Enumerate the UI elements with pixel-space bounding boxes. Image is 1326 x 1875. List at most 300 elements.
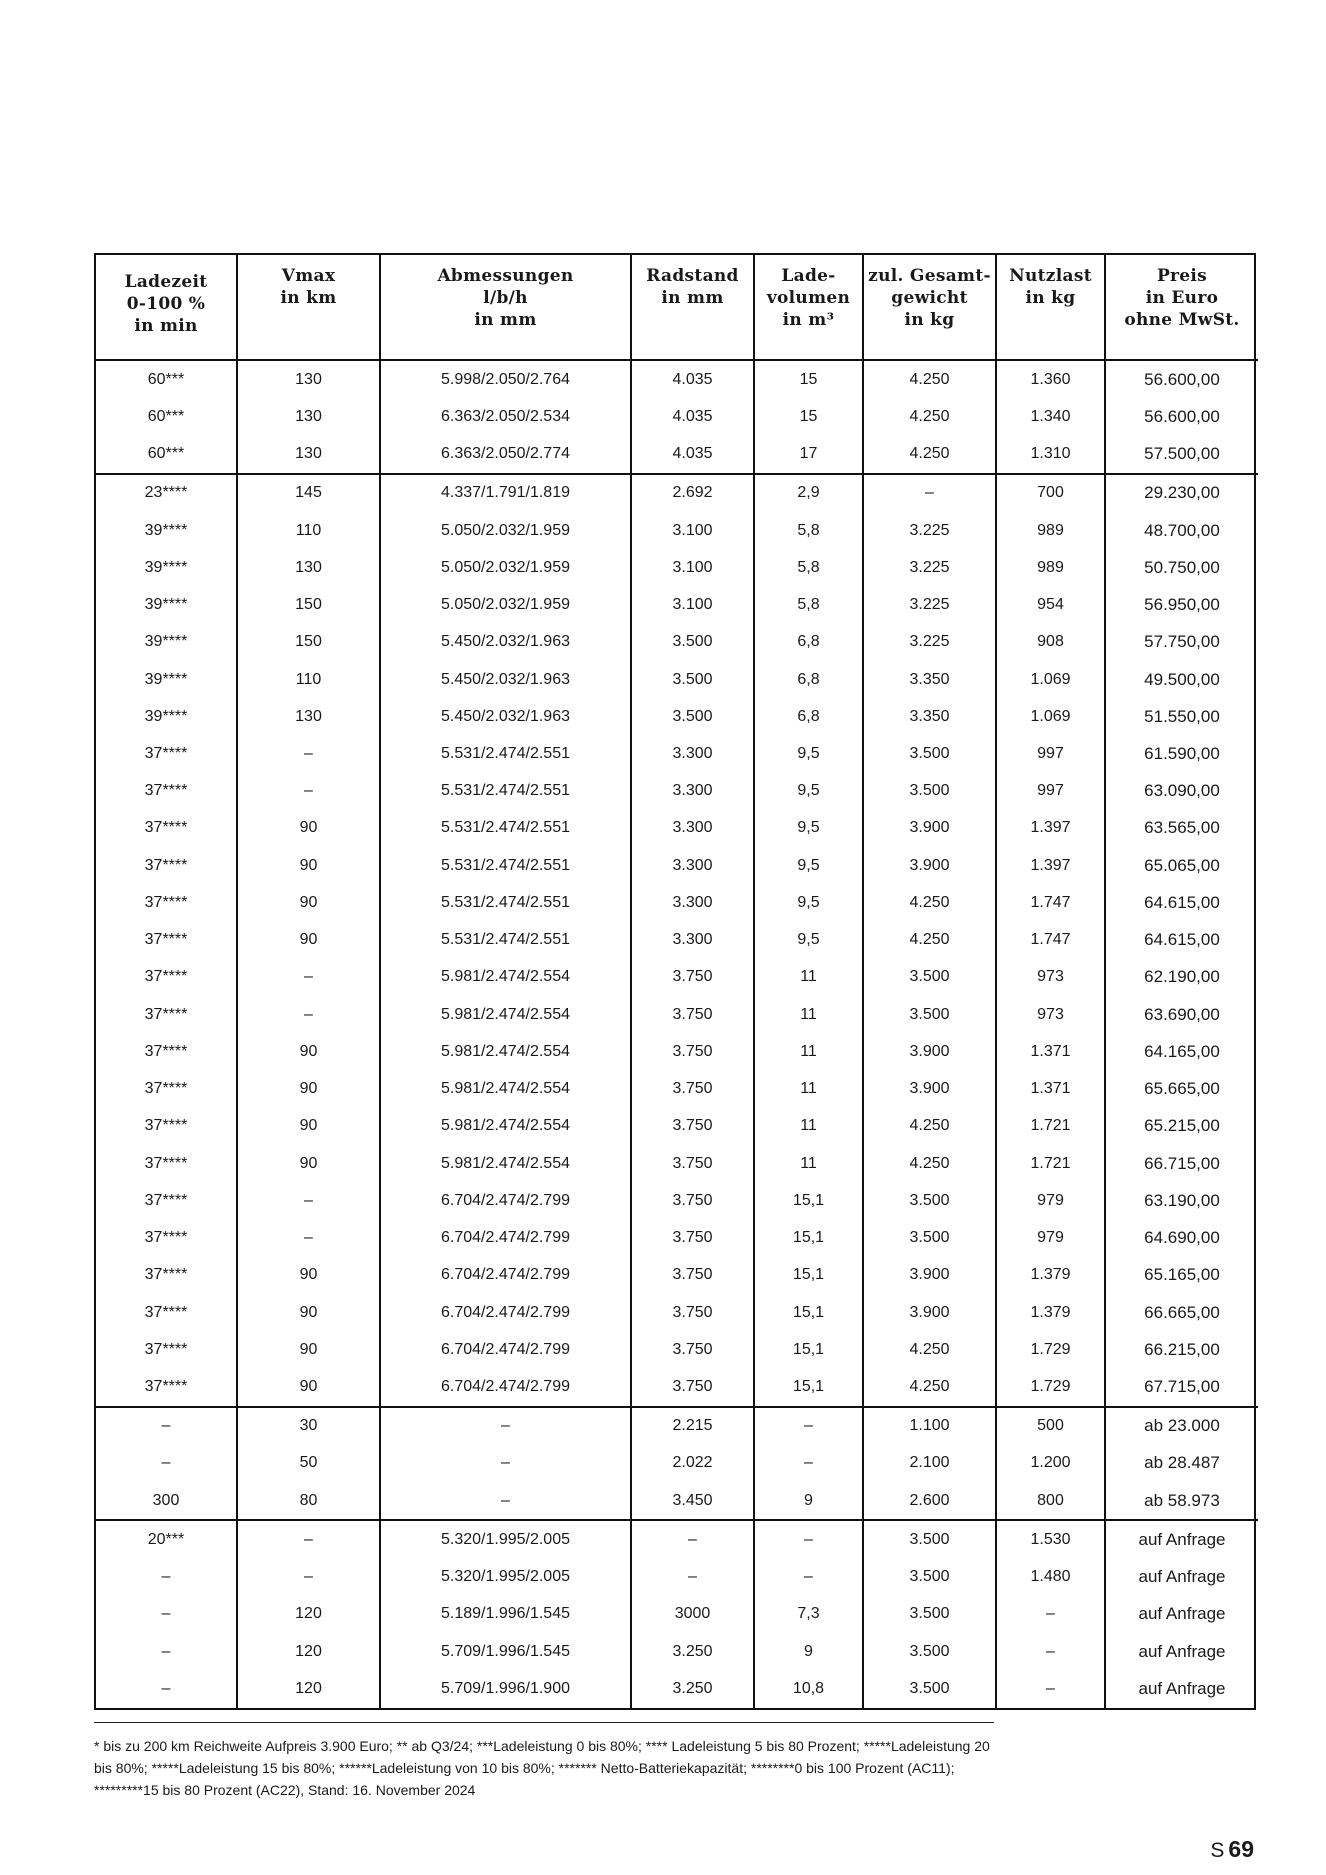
cell-ladezeit: – — [161, 1568, 171, 1586]
cell-nutzlast: 973 — [996, 959, 1105, 996]
cell-vmax: – — [237, 1219, 380, 1256]
footnote: * bis zu 200 km Reichweite Aufpreis 3.900 Euro; ** ab Q3/24; ***Ladeleistung 0 bis 80%; **** Ladeleistung 5 bis 80 Prozent; *****Ladeleistung 20 bis 80%; *****Ladeleistung 15 bis 80%; ******Ladeleistung von 10 bis 80%; ******* Netto-Batteriekapazität; ********0 bis 100 Prozent (AC11); *********15 bis 80 Prozent (AC22), Stand: 16. November 2024 — [94, 1722, 994, 1801]
cell-gesamtgewicht: 4.250 — [863, 1145, 996, 1182]
cell-ladezeit: 23**** — [96, 474, 237, 512]
cell-gesamtgewicht: 3.350 — [863, 698, 996, 735]
cell-vmax: 130 — [237, 360, 380, 398]
cell-nutzlast: 1.397 — [996, 810, 1105, 847]
cell-radstand: 3.500 — [631, 698, 754, 735]
cell-preis: 56.950,00 — [1105, 586, 1258, 623]
table-row — [96, 1219, 1258, 1256]
cell-abmessungen: 5.981/2.474/2.554 — [380, 959, 631, 996]
cell-nutzlast: 979 — [996, 1219, 1105, 1256]
cell-abmessungen: 5.531/2.474/2.551 — [380, 922, 631, 959]
cell-nutzlast: 700 — [996, 474, 1105, 512]
cell-vmax: 150 — [237, 586, 380, 623]
cell-vmax: 90 — [237, 1071, 380, 1108]
cell-gesamtgewicht: 3.900 — [863, 1257, 996, 1294]
cell-radstand: 3.500 — [631, 624, 754, 661]
cell-abmessungen: 5.981/2.474/2.554 — [380, 1033, 631, 1070]
cell-preis: 66.715,00 — [1105, 1145, 1258, 1182]
cell-nutzlast: 1.480 — [996, 1559, 1105, 1596]
cell-ladezeit: 37**** — [144, 1266, 188, 1284]
header-preis: Preis in Euro ohne MwSt. — [1105, 255, 1258, 360]
cell-ladezeit: 39**** — [144, 670, 188, 688]
cell-radstand: 3.300 — [631, 922, 754, 959]
cell-preis: 49.500,00 — [1105, 661, 1258, 698]
cell-preis: 50.750,00 — [1105, 549, 1258, 586]
cell-nutzlast: 1.721 — [996, 1145, 1105, 1182]
cell-gesamtgewicht: 4.250 — [863, 922, 996, 959]
cell-ladezeit: 37**** — [144, 1005, 188, 1023]
cell-radstand: 3.750 — [631, 1331, 754, 1368]
cell-gesamtgewicht: 3.500 — [863, 773, 996, 810]
cell-ladezeit: 37**** — [144, 1229, 188, 1247]
cell-radstand: 3.750 — [631, 1033, 754, 1070]
cell-gesamtgewicht: 3.500 — [863, 996, 996, 1033]
table-row — [96, 698, 1258, 735]
cell-vmax: 130 — [237, 698, 380, 735]
cell-nutzlast: 997 — [996, 773, 1105, 810]
table-row — [96, 922, 1258, 959]
cell-ladevolumen: 10,8 — [754, 1670, 863, 1708]
cell-abmessungen: 5.709/1.996/1.545 — [380, 1633, 631, 1670]
cell-ladezeit: 60*** — [147, 445, 185, 463]
cell-abmessungen: 5.531/2.474/2.551 — [380, 847, 631, 884]
table-row — [96, 1331, 1258, 1368]
table-row — [96, 1145, 1258, 1182]
header-vmax: Vmax in km — [237, 255, 380, 360]
cell-ladezeit: 37**** — [144, 745, 188, 762]
cell-gesamtgewicht: 4.250 — [863, 1108, 996, 1145]
cell-nutzlast: 1.200 — [996, 1445, 1105, 1482]
cell-abmessungen: 6.363/2.050/2.534 — [380, 398, 631, 435]
cell-preis: 65.165,00 — [1105, 1257, 1258, 1294]
table-row — [96, 1108, 1258, 1145]
cell-ladezeit: 37**** — [144, 1378, 188, 1395]
cell-ladevolumen: 9,5 — [754, 810, 863, 847]
cell-preis: ab 23.000 — [1105, 1407, 1258, 1445]
cell-ladevolumen: 15,1 — [754, 1331, 863, 1368]
cell-abmessungen: 5.981/2.474/2.554 — [380, 1071, 631, 1108]
cell-ladevolumen: 11 — [754, 1145, 863, 1182]
cell-abmessungen: 5.981/2.474/2.554 — [380, 1108, 631, 1145]
cell-ladevolumen: 11 — [754, 1033, 863, 1070]
cell-radstand: – — [631, 1520, 754, 1558]
cell-abmessungen: – — [380, 1482, 631, 1520]
cell-ladevolumen: 5,8 — [754, 549, 863, 586]
cell-vmax: 130 — [237, 549, 380, 586]
cell-gesamtgewicht: 4.250 — [863, 398, 996, 435]
cell-ladezeit: 39**** — [144, 521, 188, 539]
cell-nutzlast: 1.379 — [996, 1294, 1105, 1331]
cell-radstand: 3.750 — [631, 1071, 754, 1108]
cell-ladevolumen: 9 — [754, 1633, 863, 1670]
cell-ladevolumen: – — [754, 1520, 863, 1558]
cell-nutzlast: 1.729 — [996, 1331, 1105, 1368]
cell-nutzlast: 1.530 — [996, 1520, 1105, 1558]
cell-vmax: – — [237, 996, 380, 1033]
cell-radstand: – — [631, 1559, 754, 1596]
cell-ladezeit: 37**** — [144, 1154, 188, 1172]
cell-nutzlast: 1.360 — [996, 360, 1105, 398]
cell-radstand: 3.750 — [631, 1145, 754, 1182]
cell-ladevolumen: 15,1 — [754, 1219, 863, 1256]
cell-ladezeit: 37**** — [144, 1080, 188, 1098]
cell-radstand: 3.250 — [631, 1670, 754, 1708]
cell-nutzlast: 989 — [996, 549, 1105, 586]
cell-radstand: 3.300 — [631, 884, 754, 921]
cell-abmessungen: 5.450/2.032/1.963 — [380, 661, 631, 698]
cell-nutzlast: 1.069 — [996, 698, 1105, 735]
cell-ladevolumen: 6,8 — [754, 661, 863, 698]
cell-preis: 66.665,00 — [1105, 1294, 1258, 1331]
cell-vmax: – — [237, 1520, 380, 1558]
cell-vmax: 90 — [237, 810, 380, 847]
cell-vmax: – — [237, 773, 380, 810]
table-row — [96, 1071, 1258, 1108]
cell-ladezeit: 37**** — [144, 931, 188, 949]
table-row — [96, 624, 1258, 661]
cell-abmessungen: 5.050/2.032/1.959 — [380, 549, 631, 586]
cell-radstand: 3.500 — [631, 661, 754, 698]
cell-vmax: 90 — [237, 884, 380, 921]
cell-preis: 64.615,00 — [1105, 922, 1258, 959]
cell-vmax: 90 — [237, 847, 380, 884]
cell-nutzlast: 1.310 — [996, 435, 1105, 473]
cell-gesamtgewicht: 4.250 — [863, 435, 996, 473]
cell-preis: 63.090,00 — [1105, 773, 1258, 810]
cell-vmax: 90 — [237, 1108, 380, 1145]
table-row — [96, 847, 1258, 884]
cell-gesamtgewicht: 3.500 — [863, 1670, 996, 1708]
cell-preis: 65.665,00 — [1105, 1071, 1258, 1108]
cell-radstand: 2.022 — [631, 1445, 754, 1482]
cell-abmessungen: 5.450/2.032/1.963 — [380, 624, 631, 661]
cell-abmessungen: 5.998/2.050/2.764 — [380, 360, 631, 398]
cell-gesamtgewicht: 3.225 — [863, 549, 996, 586]
cell-abmessungen: 5.189/1.996/1.545 — [380, 1596, 631, 1633]
cell-nutzlast: 1.371 — [996, 1033, 1105, 1070]
table-row — [96, 1182, 1258, 1219]
cell-ladezeit: 37**** — [144, 1340, 188, 1358]
cell-nutzlast: 1.747 — [996, 884, 1105, 921]
table-row — [96, 1482, 1258, 1520]
table-row — [96, 360, 1258, 398]
cell-vmax: 30 — [237, 1407, 380, 1445]
cell-ladevolumen: 5,8 — [754, 512, 863, 549]
cell-radstand: 3.100 — [631, 586, 754, 623]
cell-vmax: 150 — [237, 624, 380, 661]
cell-vmax: 90 — [237, 1033, 380, 1070]
cell-preis: auf Anfrage — [1105, 1670, 1258, 1708]
cell-gesamtgewicht: 3.225 — [863, 512, 996, 549]
cell-ladezeit: 37**** — [144, 856, 188, 874]
cell-ladezeit: 20*** — [96, 1520, 237, 1558]
cell-abmessungen: 5.531/2.474/2.551 — [380, 773, 631, 810]
cell-radstand: 3.750 — [631, 996, 754, 1033]
cell-ladevolumen: 15,1 — [754, 1294, 863, 1331]
cell-vmax: 90 — [237, 1257, 380, 1294]
cell-preis: 29.230,00 — [1105, 474, 1258, 512]
cell-gesamtgewicht: 3.500 — [863, 1633, 996, 1670]
cell-ladezeit: 39**** — [144, 558, 188, 576]
cell-preis: auf Anfrage — [1105, 1559, 1258, 1596]
table-row — [96, 773, 1258, 810]
cell-abmessungen: 5.709/1.996/1.900 — [380, 1670, 631, 1708]
cell-ladevolumen: 15 — [754, 360, 863, 398]
cell-ladevolumen: – — [754, 1407, 863, 1445]
cell-abmessungen: 5.981/2.474/2.554 — [380, 996, 631, 1033]
cell-ladezeit: 37**** — [144, 1042, 188, 1060]
cell-vmax: 130 — [237, 435, 380, 473]
cell-nutzlast: 1.371 — [996, 1071, 1105, 1108]
cell-nutzlast: – — [996, 1633, 1105, 1670]
cell-ladevolumen: 2,9 — [754, 474, 863, 512]
cell-radstand: 3000 — [631, 1596, 754, 1633]
cell-gesamtgewicht: 4.250 — [863, 884, 996, 921]
vehicle-spec-table — [96, 255, 1258, 1708]
cell-preis: ab 58.973 — [1105, 1482, 1258, 1520]
cell-preis: 67.715,00 — [1105, 1368, 1258, 1406]
cell-ladezeit: 60*** — [147, 407, 185, 425]
cell-abmessungen: 5.320/1.995/2.005 — [380, 1559, 631, 1596]
table-row — [96, 1033, 1258, 1070]
cell-abmessungen: 6.704/2.474/2.799 — [380, 1219, 631, 1256]
cell-abmessungen: 5.320/1.995/2.005 — [380, 1520, 631, 1558]
cell-preis: 66.215,00 — [1105, 1331, 1258, 1368]
cell-ladevolumen: 15,1 — [754, 1182, 863, 1219]
cell-ladezeit: 39**** — [144, 707, 188, 725]
cell-ladevolumen: 9,5 — [754, 922, 863, 959]
cell-nutzlast: 1.721 — [996, 1108, 1105, 1145]
cell-nutzlast: 1.747 — [996, 922, 1105, 959]
cell-vmax: – — [237, 959, 380, 996]
cell-preis: 57.750,00 — [1105, 624, 1258, 661]
cell-gesamtgewicht: 3.500 — [863, 1596, 996, 1633]
cell-radstand: 3.250 — [631, 1633, 754, 1670]
cell-radstand: 3.300 — [631, 735, 754, 772]
cell-abmessungen: 5.531/2.474/2.551 — [380, 884, 631, 921]
header-ladezeit: Ladezeit 0-100 % in min — [96, 255, 237, 360]
table-header-row — [96, 255, 1258, 360]
cell-vmax: 110 — [237, 512, 380, 549]
cell-radstand: 4.035 — [631, 398, 754, 435]
cell-preis: 61.590,00 — [1105, 735, 1258, 772]
cell-ladezeit: – — [161, 1680, 171, 1698]
cell-gesamtgewicht: 3.500 — [863, 735, 996, 772]
cell-vmax: – — [237, 1559, 380, 1596]
table-body — [96, 360, 1258, 1708]
cell-radstand: 3.750 — [631, 1294, 754, 1331]
cell-ladezeit: 37**** — [144, 782, 188, 800]
cell-ladevolumen: – — [754, 1445, 863, 1482]
cell-vmax: 90 — [237, 1368, 380, 1406]
cell-gesamtgewicht: 3.900 — [863, 847, 996, 884]
cell-vmax: 80 — [237, 1482, 380, 1520]
cell-gesamtgewicht: 4.250 — [863, 360, 996, 398]
table-row — [96, 474, 1258, 512]
cell-preis: 64.690,00 — [1105, 1219, 1258, 1256]
cell-gesamtgewicht: 3.500 — [863, 1559, 996, 1596]
cell-ladevolumen: 11 — [754, 959, 863, 996]
cell-abmessungen: 4.337/1.791/1.819 — [380, 474, 631, 512]
cell-nutzlast: 954 — [996, 586, 1105, 623]
cell-radstand: 3.750 — [631, 1182, 754, 1219]
cell-gesamtgewicht: 3.500 — [863, 1219, 996, 1256]
cell-nutzlast: 973 — [996, 996, 1105, 1033]
table-row — [96, 1445, 1258, 1482]
cell-radstand: 3.750 — [631, 1257, 754, 1294]
cell-nutzlast: 997 — [996, 735, 1105, 772]
cell-ladezeit: 39**** — [144, 633, 188, 651]
cell-ladezeit: 37**** — [144, 1117, 188, 1135]
table-row — [96, 1294, 1258, 1331]
cell-abmessungen: 6.704/2.474/2.799 — [380, 1368, 631, 1406]
cell-abmessungen: 5.050/2.032/1.959 — [380, 586, 631, 623]
cell-vmax: 90 — [237, 1331, 380, 1368]
cell-abmessungen: 5.531/2.474/2.551 — [380, 735, 631, 772]
table-row — [96, 810, 1258, 847]
cell-preis: 64.165,00 — [1105, 1033, 1258, 1070]
cell-radstand: 3.450 — [631, 1482, 754, 1520]
page-number-value: 69 — [1228, 1836, 1254, 1862]
table-row — [96, 884, 1258, 921]
cell-nutzlast: 979 — [996, 1182, 1105, 1219]
table-row — [96, 435, 1258, 473]
cell-radstand: 3.100 — [631, 549, 754, 586]
cell-ladevolumen: 7,3 — [754, 1596, 863, 1633]
cell-abmessungen: 5.050/2.032/1.959 — [380, 512, 631, 549]
cell-vmax: 120 — [237, 1670, 380, 1708]
cell-gesamtgewicht: 3.900 — [863, 1033, 996, 1070]
table-row — [96, 735, 1258, 772]
cell-abmessungen: 6.704/2.474/2.799 — [380, 1182, 631, 1219]
cell-radstand: 4.035 — [631, 435, 754, 473]
cell-preis: 63.190,00 — [1105, 1182, 1258, 1219]
cell-gesamtgewicht: 3.225 — [863, 586, 996, 623]
table-row — [96, 1670, 1258, 1708]
cell-gesamtgewicht: 3.500 — [863, 1520, 996, 1558]
header-nutzlast: Nutzlast in kg — [996, 255, 1105, 360]
cell-ladevolumen: 6,8 — [754, 698, 863, 735]
cell-abmessungen: 6.704/2.474/2.799 — [380, 1331, 631, 1368]
cell-nutzlast: 1.379 — [996, 1257, 1105, 1294]
cell-ladezeit: 37**** — [144, 893, 188, 911]
cell-vmax: 90 — [237, 922, 380, 959]
cell-ladevolumen: 11 — [754, 996, 863, 1033]
cell-gesamtgewicht: 4.250 — [863, 1331, 996, 1368]
cell-vmax: 50 — [237, 1445, 380, 1482]
table-row — [96, 1520, 1258, 1558]
cell-abmessungen: 6.704/2.474/2.799 — [380, 1257, 631, 1294]
cell-preis: 48.700,00 — [1105, 512, 1258, 549]
cell-preis: 57.500,00 — [1105, 435, 1258, 473]
cell-nutzlast: 989 — [996, 512, 1105, 549]
cell-radstand: 3.750 — [631, 1219, 754, 1256]
cell-ladevolumen: 6,8 — [754, 624, 863, 661]
cell-gesamtgewicht: 3.900 — [863, 1071, 996, 1108]
cell-vmax: 145 — [237, 474, 380, 512]
header-ladevolumen: Lade- volumen in m³ — [754, 255, 863, 360]
cell-vmax: 120 — [237, 1596, 380, 1633]
cell-abmessungen: – — [380, 1445, 631, 1482]
cell-radstand: 4.035 — [631, 360, 754, 398]
cell-vmax: 90 — [237, 1145, 380, 1182]
cell-ladevolumen: 5,8 — [754, 586, 863, 623]
header-gesamtgewicht: zul. Gesamt- gewicht in kg — [863, 255, 996, 360]
cell-ladezeit: 39**** — [144, 596, 188, 614]
cell-nutzlast: 1.397 — [996, 847, 1105, 884]
cell-gesamtgewicht: 3.500 — [863, 959, 996, 996]
table-row — [96, 1407, 1258, 1445]
cell-abmessungen: 5.981/2.474/2.554 — [380, 1145, 631, 1182]
cell-preis: auf Anfrage — [1105, 1520, 1258, 1558]
cell-abmessungen: 6.704/2.474/2.799 — [380, 1294, 631, 1331]
cell-gesamtgewicht: 3.900 — [863, 810, 996, 847]
cell-gesamtgewicht: 4.250 — [863, 1368, 996, 1406]
cell-ladevolumen: 9,5 — [754, 884, 863, 921]
cell-nutzlast: 500 — [996, 1407, 1105, 1445]
cell-vmax: – — [237, 735, 380, 772]
cell-preis: ab 28.487 — [1105, 1445, 1258, 1482]
cell-ladevolumen: 9,5 — [754, 847, 863, 884]
cell-ladezeit: – — [161, 1454, 171, 1472]
cell-ladezeit: – — [96, 1407, 237, 1445]
page-prefix: S — [1210, 1839, 1225, 1862]
cell-ladezeit: 37**** — [144, 819, 188, 837]
cell-nutzlast: 1.729 — [996, 1368, 1105, 1406]
cell-preis: auf Anfrage — [1105, 1633, 1258, 1670]
cell-radstand: 3.300 — [631, 847, 754, 884]
cell-vmax: 110 — [237, 661, 380, 698]
cell-ladevolumen: 15 — [754, 398, 863, 435]
cell-gesamtgewicht: – — [863, 474, 996, 512]
table-row — [96, 1368, 1258, 1406]
table-row — [96, 959, 1258, 996]
cell-radstand: 3.750 — [631, 1368, 754, 1406]
cell-radstand: 3.300 — [631, 810, 754, 847]
cell-ladevolumen: 9,5 — [754, 773, 863, 810]
cell-ladezeit: 60*** — [147, 370, 185, 388]
cell-radstand: 2.692 — [631, 474, 754, 512]
cell-preis: 63.565,00 — [1105, 810, 1258, 847]
cell-ladezeit: 300 — [152, 1491, 180, 1509]
cell-preis: 64.615,00 — [1105, 884, 1258, 921]
cell-abmessungen: 5.531/2.474/2.551 — [380, 810, 631, 847]
cell-preis: 51.550,00 — [1105, 698, 1258, 735]
cell-gesamtgewicht: 3.225 — [863, 624, 996, 661]
cell-ladevolumen: – — [754, 1559, 863, 1596]
cell-gesamtgewicht: 2.600 — [863, 1482, 996, 1520]
cell-ladevolumen: 11 — [754, 1071, 863, 1108]
cell-vmax: 120 — [237, 1633, 380, 1670]
cell-vmax: 130 — [237, 398, 380, 435]
cell-ladezeit: – — [161, 1642, 171, 1660]
cell-preis: 63.690,00 — [1105, 996, 1258, 1033]
cell-nutzlast: 1.069 — [996, 661, 1105, 698]
vehicle-spec-table-frame — [94, 253, 1256, 1710]
cell-vmax: 90 — [237, 1294, 380, 1331]
cell-preis: 62.190,00 — [1105, 959, 1258, 996]
header-radstand: Radstand in mm — [631, 255, 754, 360]
cell-ladezeit: 37**** — [144, 968, 188, 986]
table-row — [96, 1559, 1258, 1596]
table-row — [96, 512, 1258, 549]
cell-gesamtgewicht: 1.100 — [863, 1407, 996, 1445]
cell-nutzlast: 800 — [996, 1482, 1105, 1520]
table-row — [96, 586, 1258, 623]
